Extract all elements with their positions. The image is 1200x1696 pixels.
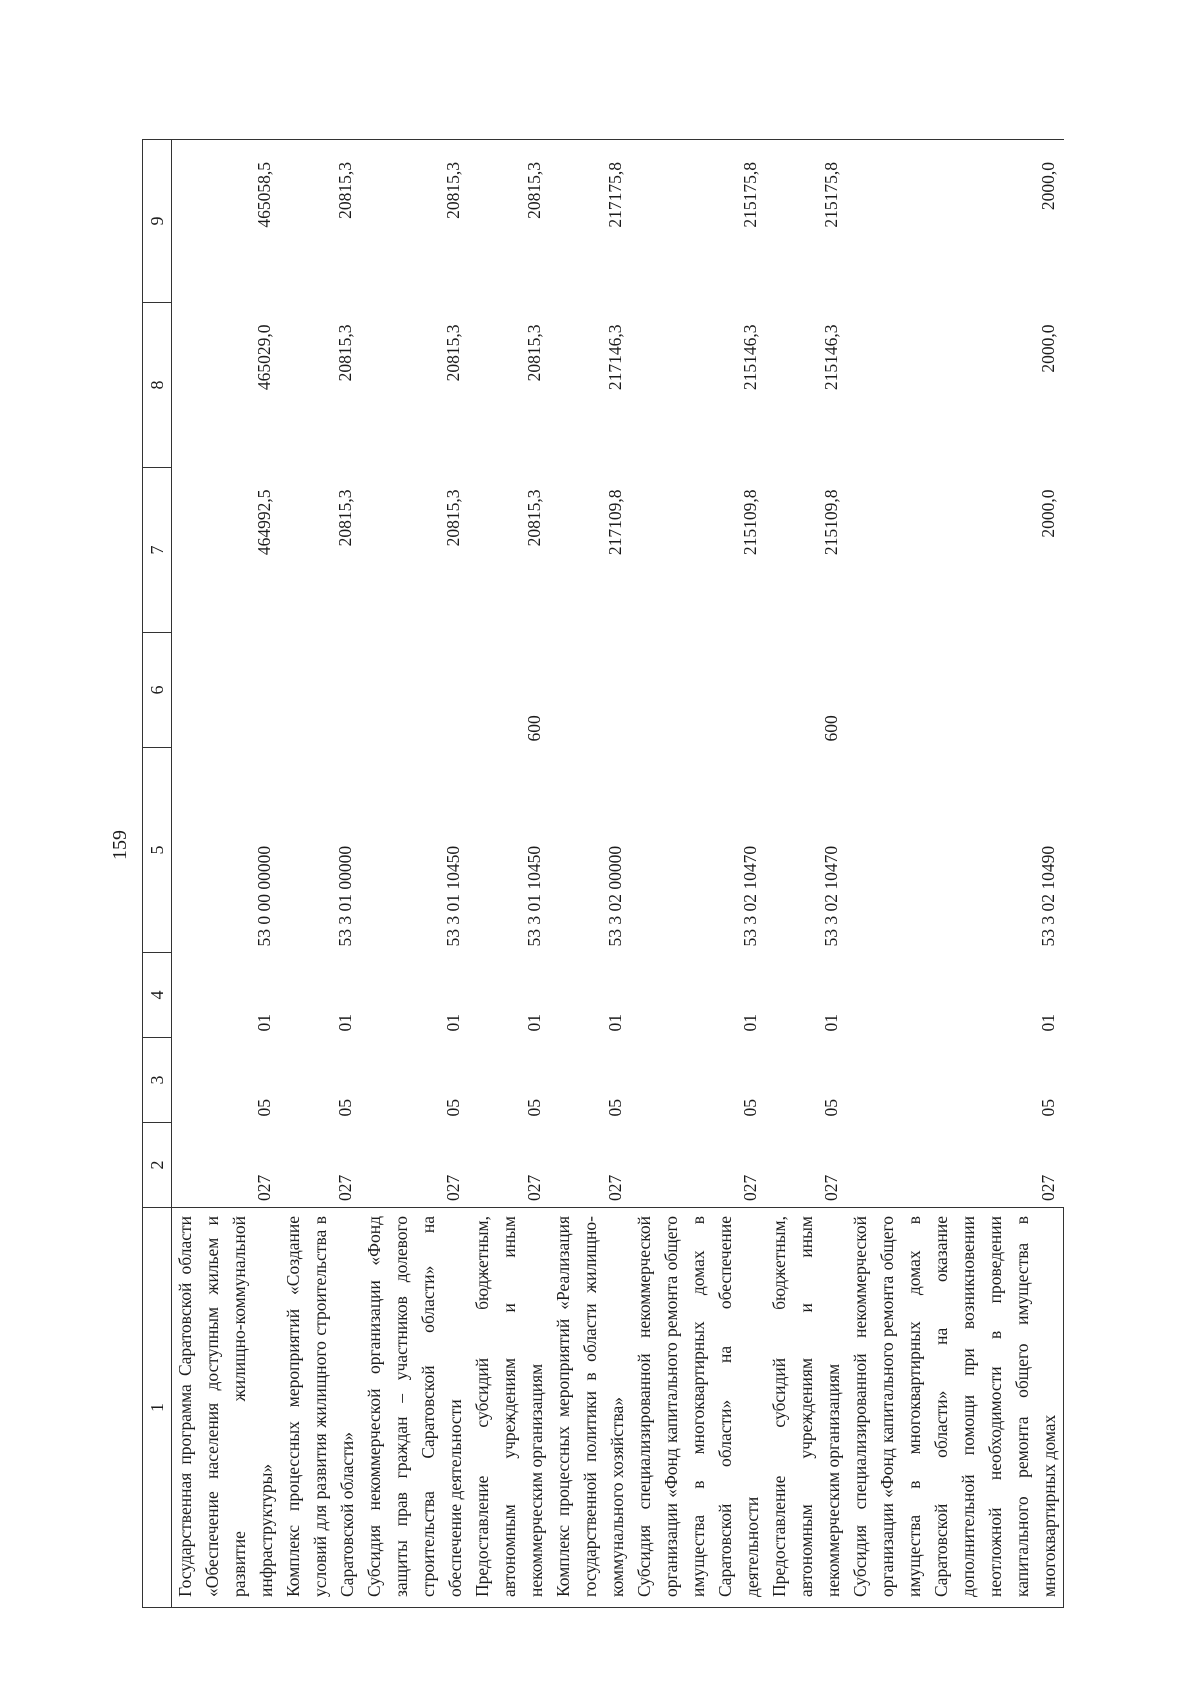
amount-year-2: 217146,3: [605, 324, 625, 391]
row-name: Предоставление субсидий бюджетным, автономным учреждениям и иным некоммерческим организациям: [766, 1208, 847, 1608]
expense-type-code: [361, 633, 469, 748]
column-header: 9: [143, 140, 172, 303]
target-article-code: 53 3 01 10450: [443, 845, 463, 947]
target-article-code: 53 3 01 10450: [524, 845, 544, 947]
table-row: [766, 140, 847, 1608]
table-row: [847, 140, 1064, 1608]
ministry-code: 027: [605, 1174, 625, 1201]
row-name: Субсидия некоммерческой организации «Фонд защиты прав граждан – участников долевого строительства Саратовской области» на обеспечение деятельности: [361, 1208, 469, 1608]
expense-type-code: 600: [821, 715, 841, 742]
column-header: 4: [143, 953, 172, 1038]
row-name: Субсидия специализированной некоммерческой организации «Фонд капитального ремонта общего имущества в многоквартирных домах в Саратовской области» на оказание дополнительной помощи при возникновении неотложной необходимости в проведении капитального ремонта общего имущества в многоквартирных домах: [847, 1208, 1064, 1608]
expense-type-code: [550, 633, 631, 748]
ministry-code: 027: [821, 1174, 841, 1201]
table-row: [469, 140, 550, 1608]
subsection-code: 01: [821, 1014, 841, 1032]
section-code: 05: [524, 1099, 544, 1117]
amount-year-2: 20815,3: [335, 324, 355, 382]
budget-table: [142, 139, 1064, 1608]
expense-type-code: [847, 633, 1064, 748]
amount-year-3: 215175,8: [766, 140, 847, 303]
amount-year-2: 2000,0: [1037, 324, 1058, 373]
ministry-code: 027: [335, 1174, 355, 1201]
ministry-code: 027: [740, 1174, 760, 1201]
column-header: 2: [143, 1123, 172, 1208]
amount-year-3: 215175,8: [631, 140, 766, 303]
page-number: 159: [109, 830, 131, 860]
ministry-code: 027: [254, 1174, 274, 1201]
amount-year-1: 464992,5: [254, 489, 274, 556]
subsection-code: 01: [1037, 1014, 1058, 1032]
table-row: [172, 140, 281, 1608]
target-article-code: 53 3 02 00000: [605, 845, 625, 947]
amount-year-1: 215109,8: [821, 489, 841, 556]
rotated-page: [100, 120, 1150, 1620]
ministry-code: 027: [524, 1174, 544, 1201]
amount-year-2: 465029,0: [254, 324, 274, 391]
section-code: 05: [821, 1099, 841, 1117]
target-article-code: 53 3 02 10490: [1037, 845, 1058, 947]
column-header: 5: [143, 748, 172, 953]
amount-year-3: 2000,0: [847, 140, 1064, 303]
table-row: [280, 140, 361, 1608]
table-row: [631, 140, 766, 1608]
amount-year-1: 20815,3: [335, 489, 355, 547]
amount-year-3: 20815,3: [361, 140, 469, 303]
amount-year-2: 20815,3: [524, 324, 544, 382]
amount-year-2: 215146,3: [821, 324, 841, 391]
amount-year-3: 465058,5: [172, 140, 281, 303]
target-article-code: 53 0 00 00000: [254, 845, 274, 947]
section-code: 05: [443, 1099, 463, 1117]
section-code: 05: [1037, 1099, 1058, 1117]
section-code: 05: [254, 1099, 274, 1117]
column-header: 6: [143, 633, 172, 748]
table-header-row: [143, 140, 172, 1608]
row-name: Комплекс процессных мероприятий «Создание условий для развития жилищного строительства в Саратовской области»: [280, 1208, 361, 1608]
amount-year-2: 20815,3: [443, 324, 463, 382]
row-name: Государственная программа Саратовской области «Обеспечение населения доступным жильем и развитие жилищно-коммунальной инфраструктуры»: [172, 1208, 281, 1608]
amount-year-3: 20815,3: [280, 140, 361, 303]
amount-year-1: 20815,3: [443, 489, 463, 547]
amount-year-1: 20815,3: [524, 489, 544, 547]
section-code: 05: [605, 1099, 625, 1117]
column-header: 3: [143, 1038, 172, 1123]
ministry-code: 027: [1037, 1174, 1058, 1201]
section-code: 05: [740, 1099, 760, 1117]
expense-type-code: [280, 633, 361, 748]
ministry-code: 027: [443, 1174, 463, 1201]
expense-type-code: [631, 633, 766, 748]
column-header: 8: [143, 303, 172, 468]
amount-year-1: 215109,8: [740, 489, 760, 556]
amount-year-2: 215146,3: [740, 324, 760, 391]
row-name: Комплекс процессных мероприятий «Реализация государственной политики в области жилищно-коммунального хозяйства»: [550, 1208, 631, 1608]
table-row: [550, 140, 631, 1608]
target-article-code: 53 3 01 00000: [335, 845, 355, 947]
amount-year-3: 20815,3: [469, 140, 550, 303]
subsection-code: 01: [335, 1014, 355, 1032]
subsection-code: 01: [605, 1014, 625, 1032]
subsection-code: 01: [524, 1014, 544, 1032]
amount-year-3: 217175,8: [550, 140, 631, 303]
section-code: 05: [335, 1099, 355, 1117]
subsection-code: 01: [254, 1014, 274, 1032]
target-article-code: 53 3 02 10470: [821, 845, 841, 947]
subsection-code: 01: [443, 1014, 463, 1032]
column-header: 7: [143, 468, 172, 633]
row-name: Субсидия специализированной некоммерческой организации «Фонд капитального ремонта общего имущества в многоквартирных домах в Саратовской области» на обеспечение деятельности: [631, 1208, 766, 1608]
amount-year-1: 2000,0: [1037, 489, 1058, 538]
column-header: 1: [143, 1208, 172, 1608]
target-article-code: 53 3 02 10470: [740, 845, 760, 947]
expense-type-code: [172, 633, 281, 748]
table-row: [361, 140, 469, 1608]
row-name: Предоставление субсидий бюджетным, автономным учреждениям и иным некоммерческим организациям: [469, 1208, 550, 1608]
amount-year-1: 217109,8: [605, 489, 625, 556]
subsection-code: 01: [740, 1014, 760, 1032]
expense-type-code: 600: [524, 715, 544, 742]
